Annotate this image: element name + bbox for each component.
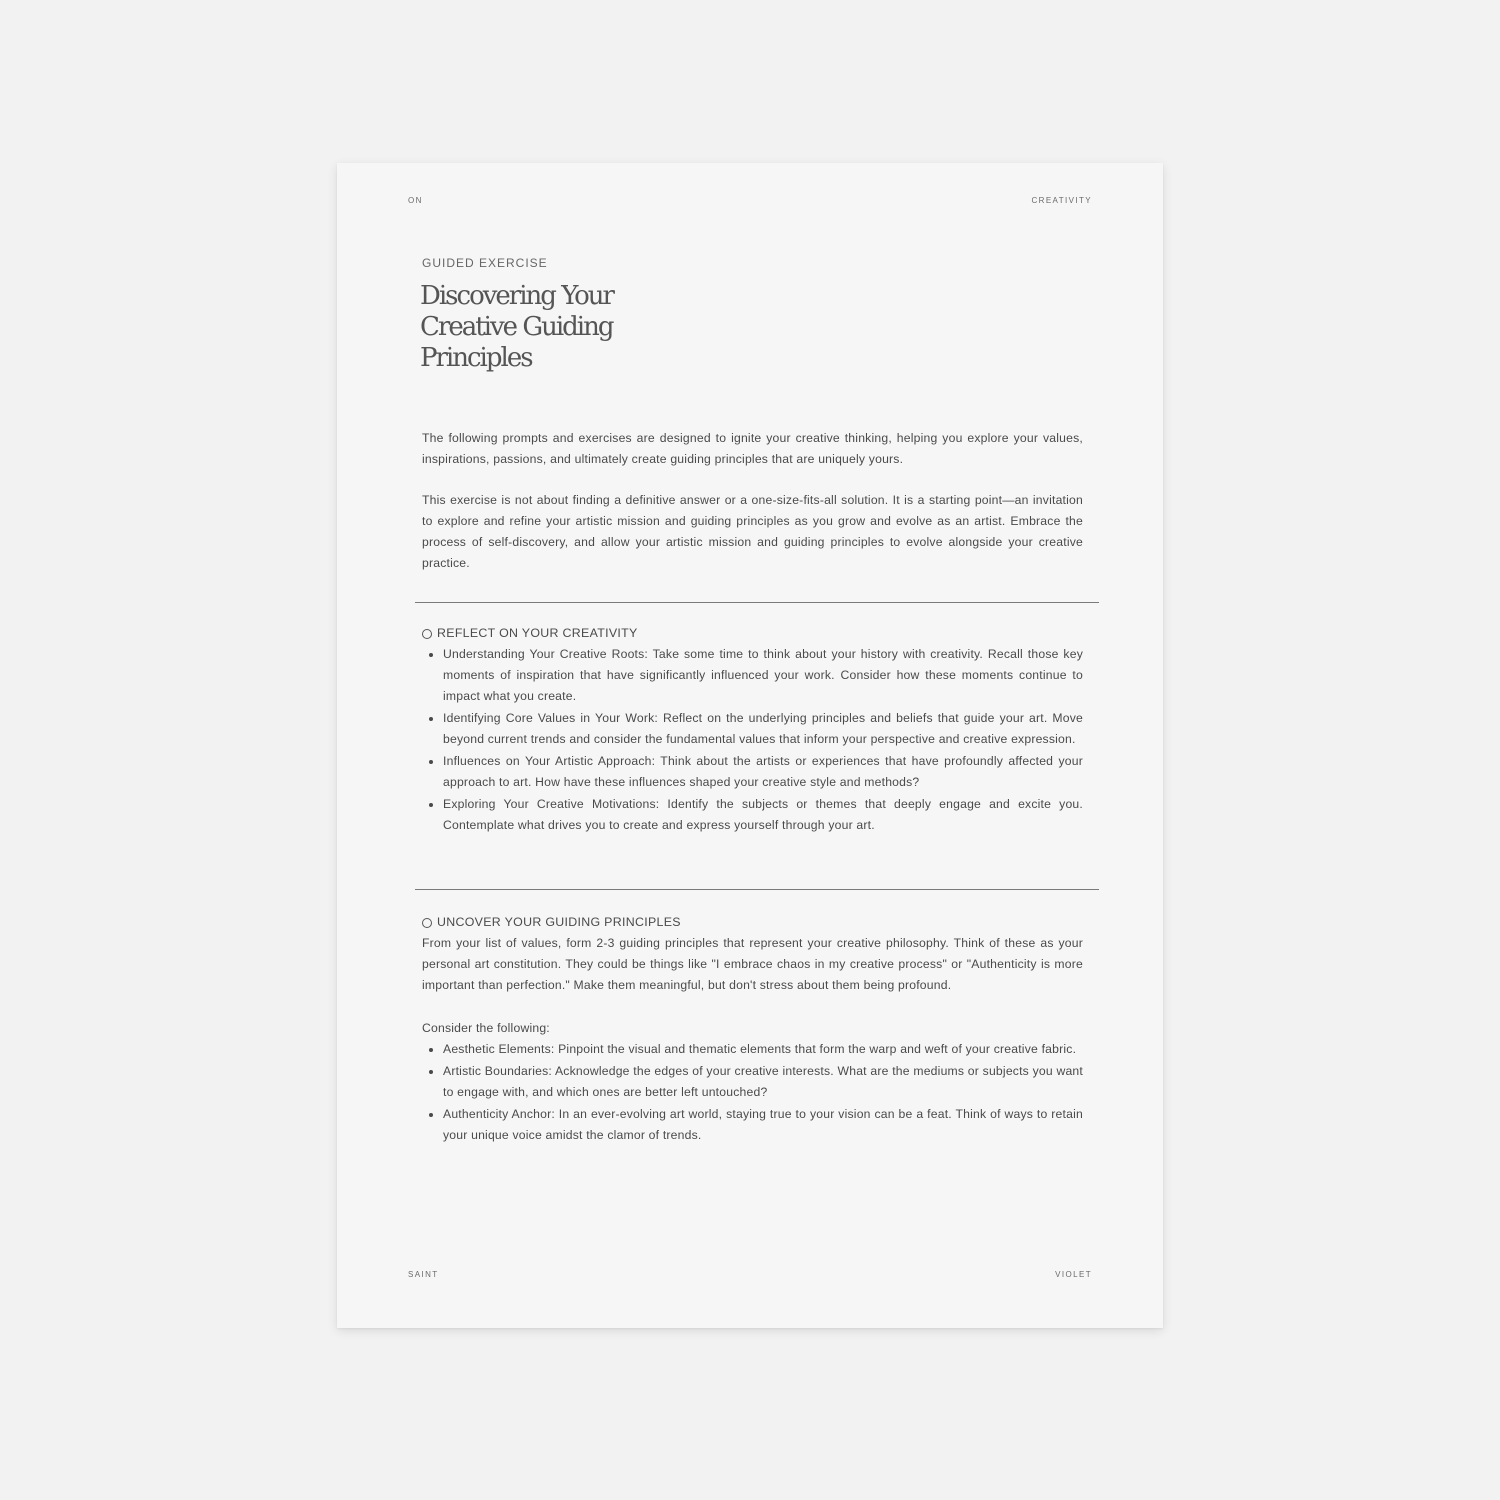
consider-label: Consider the following: — [422, 1021, 550, 1035]
document-page — [337, 163, 1163, 1328]
circle-checkbox-icon[interactable] — [422, 918, 432, 928]
intro-paragraph: The following prompts and exercises are designed to ignite your creative thinking, helping you explore your values, inspirations, passions, and ultimately create guiding principles that are uniquely yours. — [422, 431, 1083, 466]
section-heading-label: UNCOVER YOUR GUIDING PRINCIPLES — [437, 915, 681, 929]
section-heading — [422, 623, 1083, 644]
section-uncover — [422, 912, 1083, 1147]
eyebrow-label: GUIDED EXERCISE — [422, 256, 548, 270]
list-item: Influences on Your Artistic Approach: Think about the artists or experiences that have profoundly affected your approach to art. How have these influences shaped your creative style and methods? — [422, 751, 1083, 793]
footer-left-label: SAINT — [408, 1270, 439, 1279]
section-heading — [422, 912, 1083, 933]
list-item: Aesthetic Elements: Pinpoint the visual and thematic elements that form the warp and weft of your creative fabric. — [422, 1039, 1083, 1060]
page-title: Discovering Your Creative Guiding Principles — [420, 281, 613, 373]
section-heading-label: REFLECT ON YOUR CREATIVITY — [437, 626, 638, 640]
bullet-list — [422, 644, 1083, 836]
list-item: Exploring Your Creative Motivations: Identify the subjects or themes that deeply engage and excite you. Contemplate what drives you to create and express yourself through your art. — [422, 794, 1083, 836]
footer-right-label: VIOLET — [1055, 1270, 1092, 1279]
section-divider — [415, 602, 1099, 603]
circle-checkbox-icon[interactable] — [422, 629, 432, 639]
intro-paragraph: This exercise is not about finding a definitive answer or a one-size-fits-all solution. It is a starting point—an invitation to explore and refine your artistic mission and guiding principles as you grow and evolve as an artist. Embrace the process of self-discovery, and allow your artistic mission and guiding principles to evolve alongside your creative practice. — [422, 493, 1083, 570]
header-left-label: ON — [408, 196, 423, 205]
section-reflect — [422, 623, 1083, 837]
section-body: From your list of values, form 2-3 guiding principles that represent your creative philosophy. Think of these as your personal art constitution. They could be things like "I embrace chaos in my creative process" or "Authenticity is more important than perfection." Make them meaningful, but don't stress about them being profound. — [422, 936, 1083, 992]
list-item: Authenticity Anchor: In an ever-evolving art world, staying true to your vision can be a feat. Think of ways to retain your unique voice amidst the clamor of trends. — [422, 1104, 1083, 1146]
list-item: Identifying Core Values in Your Work: Reflect on the underlying principles and beliefs that guide your art. Move beyond current trends and consider the fundamental values that inform your perspective and creative expression. — [422, 708, 1083, 750]
list-item: Artistic Boundaries: Acknowledge the edges of your creative interests. What are the mediums or subjects you want to engage with, and which ones are better left untouched? — [422, 1061, 1083, 1103]
list-item: Understanding Your Creative Roots: Take some time to think about your history with creativity. Recall those key moments of inspiration that have significantly influenced your work. Consider how these moments continue to impact what you create. — [422, 644, 1083, 707]
section-divider — [415, 889, 1099, 890]
intro-text — [422, 428, 1083, 574]
header-right-label: CREATIVITY — [1031, 196, 1092, 205]
bullet-list — [422, 1039, 1083, 1146]
